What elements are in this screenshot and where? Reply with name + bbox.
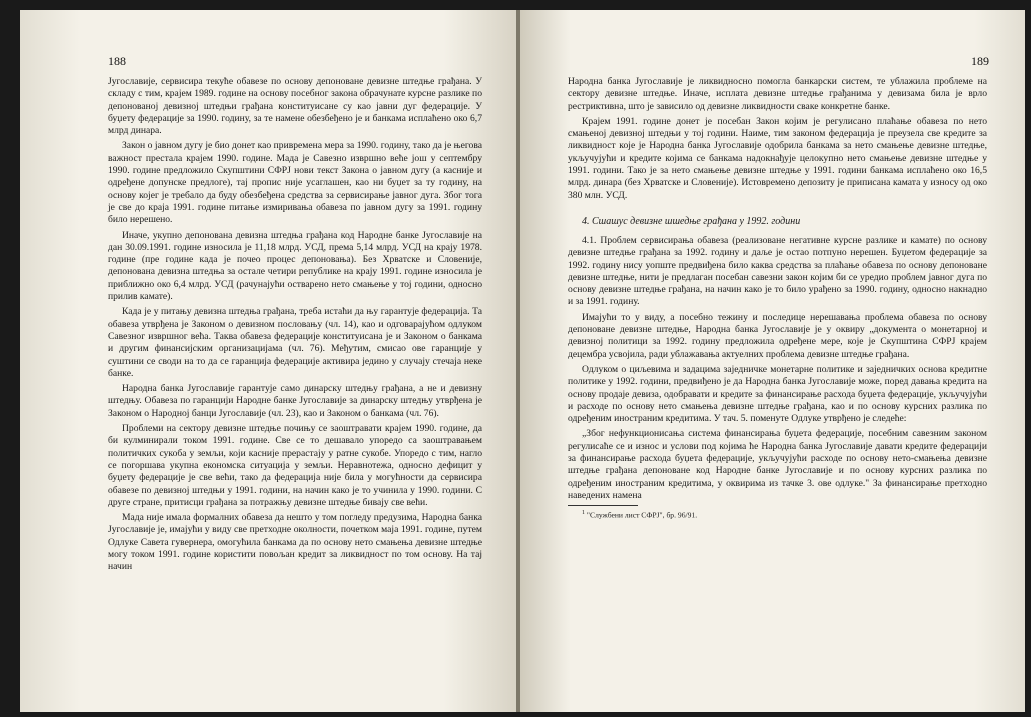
right-page [520, 10, 1025, 712]
right-page-body [568, 76, 987, 520]
paragraph: Народна банка Југославије је ликвидносно помогла банкарски систем, те ублажила проблеме на сектору девизне штедње. Иначе, исплата девизне штедње грађанима у девизама била је врло рестриктивна, што је зависило од девизне ликвидности сваке конкретне банке. [568, 76, 987, 112]
paragraph: Мада није имала формалних обавеза да нешто у том погледу предузима, Народна банка Југославије је, имајући у виду све претходне околности, почетком маја 1991. године, путем Одлуке Савета гувернера, омогућила банкама да по основу нето смањења девизне штедње могу током 1991. године користити повољан кредит за ликвидност по том основу. На тај начин [108, 512, 482, 573]
paragraph: Одлуком о циљевима и задацима заједничке монетарне политике и заједничких основа кредитне политике у 1992. години, предвиђено је да Народна банка Југославије може, поред давања кредита на основу продаје девиза, одобравати и кредите за финансирање расхода буџета федерације, укључујући и расходе по основу нето смањења девизне штедње грађана, као и по основу курсних разлика по одређеним иностраним кредитима. У тач. 5. поменуте Одлуке утврђено је следеће: [568, 363, 987, 425]
footnote-text: "Службени лист СФРЈ", бр. 96/91. [586, 510, 698, 520]
paragraph: Проблеми на сектору девизне штедње почињу се заоштравати крајем 1990. године, да би кулминирали током 1991. године. Све се то дешавало упоредо са заоштравањем политичких сукоба у земљи, који касније прерастају у ратне сукобе. Упоредо с тим, нагло се погоршава укупна економска ситуација у земљи. Неравнотежа, односно дефицит у буџету федерације је све већи, тако да федерација није била у могућности да сервисира обавезе по девизној штедњи у 1991. години, на начин како је то учинила у 1990. години. С друге стране, притисци грађана за потражњу девизне штедње бивају све већи. [108, 423, 482, 508]
footnote-marker: 1 [582, 510, 585, 517]
paragraph: Закон о јавном дугу је био донет као привремена мера за 1990. годину, тако да је његова важност престала крајем 1990. године. Мада је Савезно извршно веће још у септембру 1990. године предложило Скупштини СФРЈ нови текст Закона о јавном дугу (а касније и одређене допунске предлоге), тај пропис није усаглашен, као ни буџет за ту годину, на основу којег је требало да буду обезбеђена средства за сервисирање јавног дуга. Због тога је све до краја 1991. године питање измиривања обавеза по јавном дугу за 1991. годину било нерешено. [108, 140, 482, 226]
paragraph: Народна банка Југославије гарантује само динарску штедњу грађана, а не и девизну штедњу. Обавеза по гаранцији Народне банке Југославије за динарску штедњу утврђена је Законом о Народној банци Југославије (чл. 23), као и Законом о банкама (чл. 76). [108, 383, 482, 419]
footnote-rule [568, 505, 638, 506]
paragraph: Крајем 1991. године донет је посебан Закон којим је регулисано плаћање обавеза по нето смањеној девизној штедњи у тој години. Наиме, тим законом федерација је преузела све кредите за ликвидност које је Народна банка Југославије одобрила банкама за нето смањење девизне штедње, укључујући и кредите којима се банкама надокнађује целокупно нето смањење девизне штедње у 1991. години. Тако је за нето смањење девизне штедње у 1991. години банкама исплаћено око 16,5 млрд. динара (без Хрватске и Словеније). Истовремено депозиту је приписана камата у износу од око 380 млн. УСД. [568, 115, 987, 201]
section-heading: 4. Сшашус девизне шшедње грађана у 1992. години [582, 215, 801, 227]
paragraph: Када је у питању девизна штедња грађана, треба истаћи да њу гарантује федерација. Та обавеза утврђена је Законом о девизном пословању (чл. 14), као и одговарајућом одлуком Савезног извршног већа. Таква обавеза федерације конституисана је и Законом о банкама и другим финансијским организацијама (чл. 76). Међутим, смисао ове гаранције у суштини се своди на то да се гаранција федерације активира једино у случају стечаја неке банке. [108, 306, 482, 379]
page-number: 189 [971, 54, 989, 68]
paragraph: „Због нефункционисања система финансирања буџета федерације, посебним савезним законом регулисаће се и износ и услови под којима ће Народна банка Југославије давати кредите федерацији за финансирање расхода буџета федерације, укључујући расходе по основу нето-смањења девизне штедње грађана депоноване код Народне банке Југославије и по основу курсних разлика по одређеним иностраним кредитима, у оквирима из тачке 3. ове одлуке." За финансирање претходно наведених намена [568, 428, 987, 501]
left-page [20, 10, 518, 712]
paragraph: 4.1. Проблем сервисирања обавеза (реализоване негативне курсне разлике и камате) по основу девизне штедње грађана за 1992. годину и даље је остао потпуно нерешен. Буџетом федерације за 1992. годину нису уопште предвиђена било каква средства за плаћање обавеза по основу депоноване девизне штедње, нити је предлаган посебан савезни закон којим би се уредио проблем јавног дуга по основу девизне штедње грађана, на начин како је то било урађено за 1990. годину, односно накнадно и за 1991. годину. [568, 234, 987, 308]
paragraph: Иначе, укупно депонована девизна штедња грађана код Народне банке Југославије на дан 30.09.1991. године износила је 11,18 млрд. УСД, према 5,14 млрд. УСД на крају 1978. године (пре године када је почео процес депоновања). Без Хрватске и Словеније, депонована девизна штедња за остале четири републике на крају 1991. године износила је приближно око 6,4 млрд. УСД (рачунајући остварено нето смањење у тој години, односно прилив камате). [108, 229, 482, 303]
paragraph: Имајући то у виду, а посебно тежину и последице нерешавања проблема обавеза по основу депоноване девизне штедње, Народна банка Југославије је у оквиру „документа о монетарној и девизној политици за 1992. годину предложила одређене мере, које је Скупштина СФРЈ крајем децембра усвојила, ради ублажавања актуелних проблема девизне штедње грађана. [568, 311, 987, 360]
footnote [568, 509, 987, 520]
page-number: 188 [108, 54, 126, 68]
left-page-body [108, 76, 482, 574]
paragraph: Југославије, сервисира текуће обавезе по основу депоноване девизне штедње грађана. У складу с тим, крајем 1989. године на основу посебног закона обрачунате курсне разлике по депонованој девизној штедњи грађана конституисане су као јавни дуг федерације. У буџету федерације за 1990. годину, за те намене обезбеђено је и банкама исплаћено око 6,7 млрд динара. [108, 76, 482, 137]
